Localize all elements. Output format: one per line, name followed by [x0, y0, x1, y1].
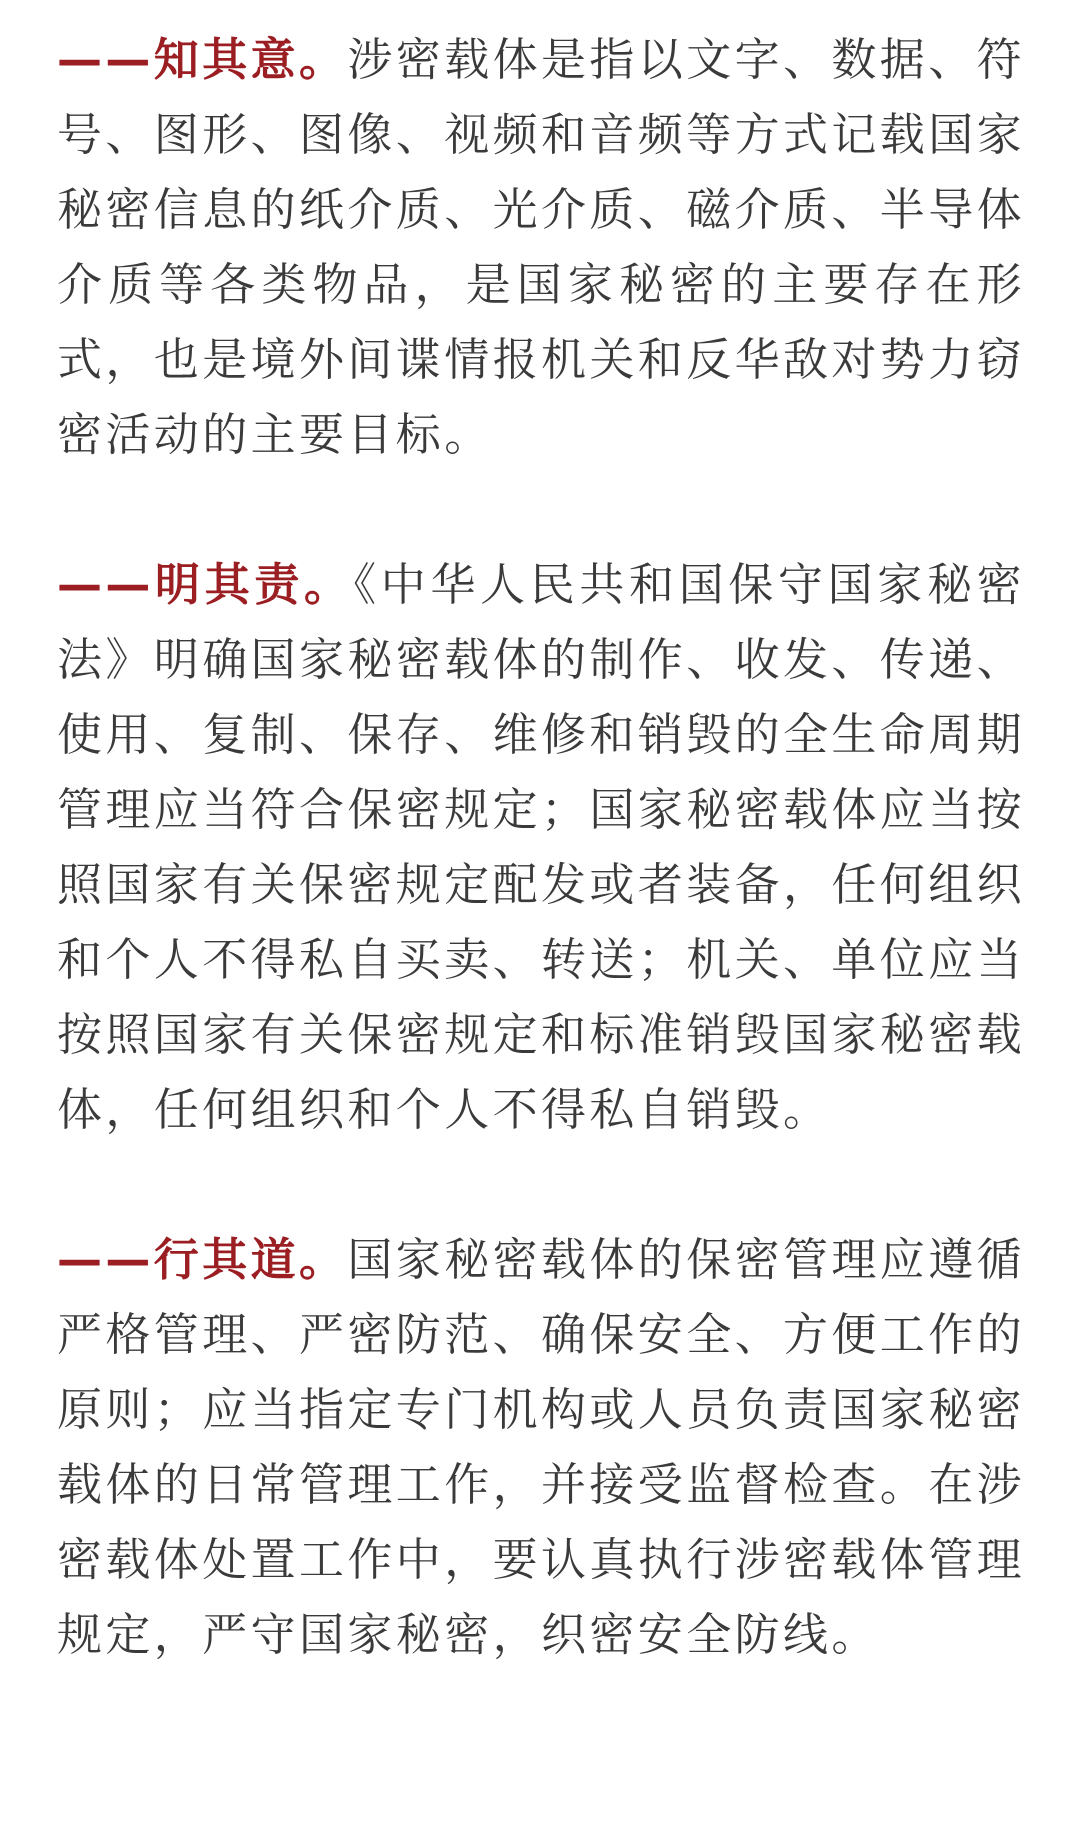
section-lead: ——知其意。	[57, 33, 348, 86]
section-meaning	[57, 22, 1025, 472]
section-responsibility	[57, 547, 1025, 1147]
section-lead: ——行其道。	[57, 1233, 348, 1286]
section-lead: ——明其责。	[57, 558, 354, 611]
article-body	[57, 22, 1025, 1672]
section-practice	[57, 1222, 1025, 1672]
section-text: 国家秘密载体的保密管理应遵循严格管理、严密防范、确保安全、方便工作的原则；应当指定专门机构或人员负责国家秘密载体的日常管理工作，并接受监督检查。在涉密载体处置工作中，要认真执行涉密载体管理规定，严守国家秘密，织密安全防线。	[57, 1233, 1026, 1661]
section-text: 涉密载体是指以文字、数据、符号、图形、图像、视频和音频等方式记载国家秘密信息的纸介质、光介质、磁介质、半导体介质等各类物品，是国家秘密的主要存在形式，也是境外间谍情报机关和反华敌对势力窃密活动的主要目标。	[57, 33, 1026, 461]
section-text: 《中华人民共和国保守国家秘密法》明确国家秘密载体的制作、收发、传递、使用、复制、保存、维修和销毁的全生命周期管理应当符合保密规定；国家秘密载体应当按照国家有关保密规定配发或者装备，任何组织和个人不得私自买卖、转送；机关、单位应当按照国家有关保密规定和标准销毁国家秘密载体，任何组织和个人不得私自销毁。	[57, 558, 1026, 1136]
